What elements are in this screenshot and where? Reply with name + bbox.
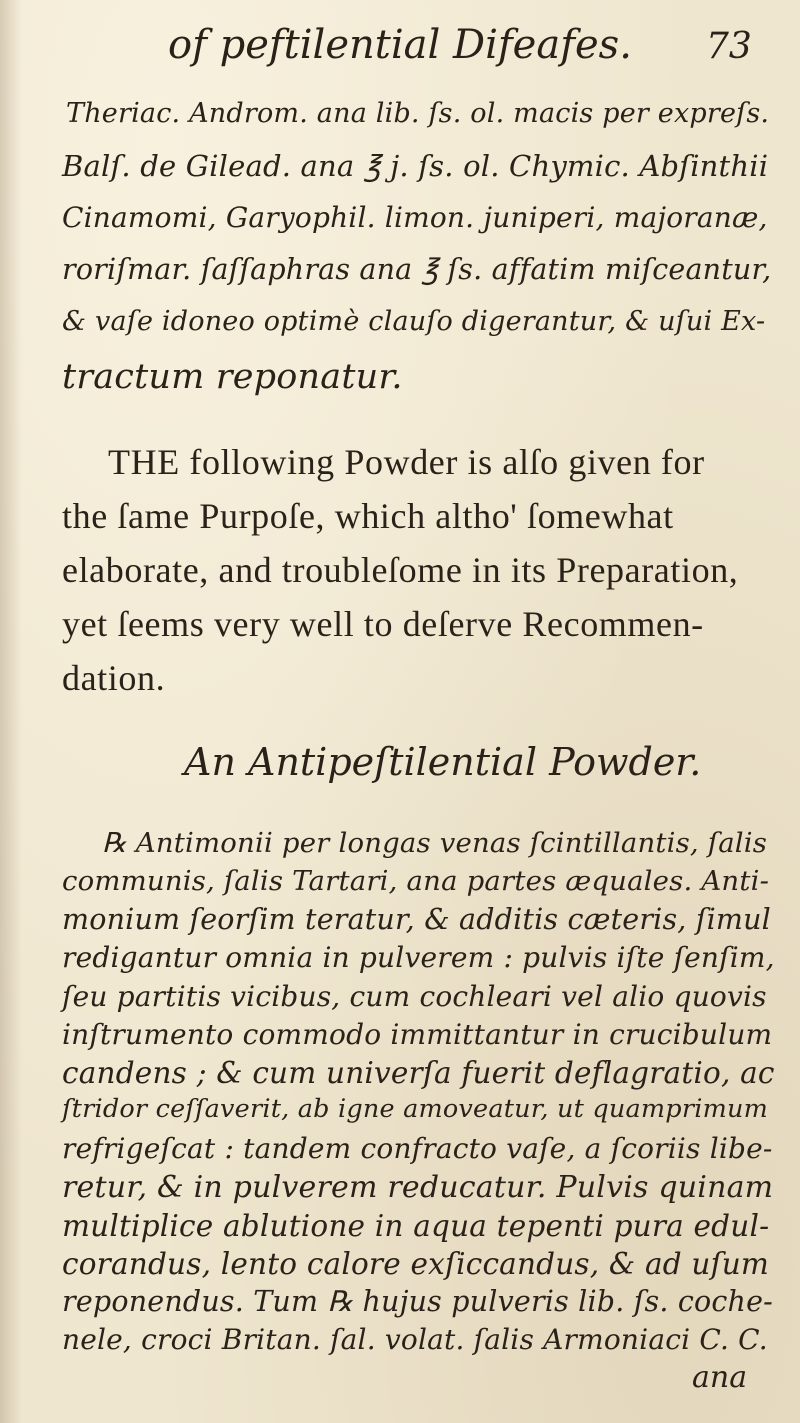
text-line: dation.: [62, 658, 166, 698]
text-line: Theriac. Androm. ana lib. ſs. ol. macis per expreſs.: [66, 98, 770, 129]
catchword: ana: [692, 1360, 748, 1395]
running-title: of peftilential Difeafes.: [168, 22, 632, 68]
text-line: Balſ. de Gilead. ana ℥ j. ſs. ol. Chymic. Abſinthii: [62, 149, 769, 183]
text-line: ℞ Antimonii per longas venas ſcintillantis, ſalis: [102, 827, 768, 859]
section-heading: An Antipeſtilential Powder.: [184, 740, 702, 784]
text-line: refrigeſcat : tandem confracto vaſe, a ſcoriis libe-: [62, 1132, 773, 1165]
text-line: roriſmar. ſaſſaphras ana ℥ ſs. affatim miſceantur,: [62, 253, 772, 286]
text-line: monium ſeorſim teratur, & additis cæteris, ſimul: [62, 903, 771, 936]
text-line: THE following Powder is alſo given for: [108, 442, 705, 482]
text-line: candens ; & cum univerſa fuerit deflagratio, ac: [62, 1056, 775, 1090]
running-header: [0, 22, 800, 72]
text-line: yet ſeems very well to deſerve Recommen-: [62, 604, 704, 644]
text-line: redigantur omnia in pulverem : pulvis iſte ſenſim,: [62, 941, 775, 974]
page-number: 73: [706, 26, 752, 67]
text-line: nele, croci Britan. ſal. volat. ſalis Armoniaci C. C.: [62, 1323, 768, 1356]
text-line: elaborate, and troubleſome in its Preparation,: [62, 550, 739, 590]
text-line: multiplice ablutione in aqua tepenti pura edul-: [62, 1209, 770, 1243]
text-line: Cinamomi, Garyophil. limon. juniperi, majoranæ,: [62, 201, 768, 234]
text-line: retur, & in pulverem reducatur. Pulvis quinam: [62, 1170, 774, 1205]
text-line: communis, ſalis Tartari, ana partes æquales. Anti-: [62, 865, 770, 897]
text-line: inſtrumento commodo immittantur in crucibulum: [62, 1018, 773, 1051]
page-edge-shadow: [0, 0, 22, 1423]
text-line: reponendus. Tum ℞ hujus pulveris lib. ſs. coche-: [62, 1285, 773, 1318]
text-line: tractum reponatur.: [62, 357, 403, 397]
text-line: ſeu partitis vicibus, cum cochleari vel alio quovis: [62, 980, 767, 1013]
text-line: the ſame Purpoſe, which altho' ſomewhat: [62, 496, 674, 536]
text-line: & vaſe idoneo optimè clauſo digerantur, & uſui Ex-: [62, 306, 766, 337]
text-line: corandus, lento calore exſiccandus, & ad uſum: [62, 1247, 770, 1281]
text-line: ſtridor ceſſaverit, ab igne amoveatur, ut quamprimum: [62, 1094, 768, 1124]
